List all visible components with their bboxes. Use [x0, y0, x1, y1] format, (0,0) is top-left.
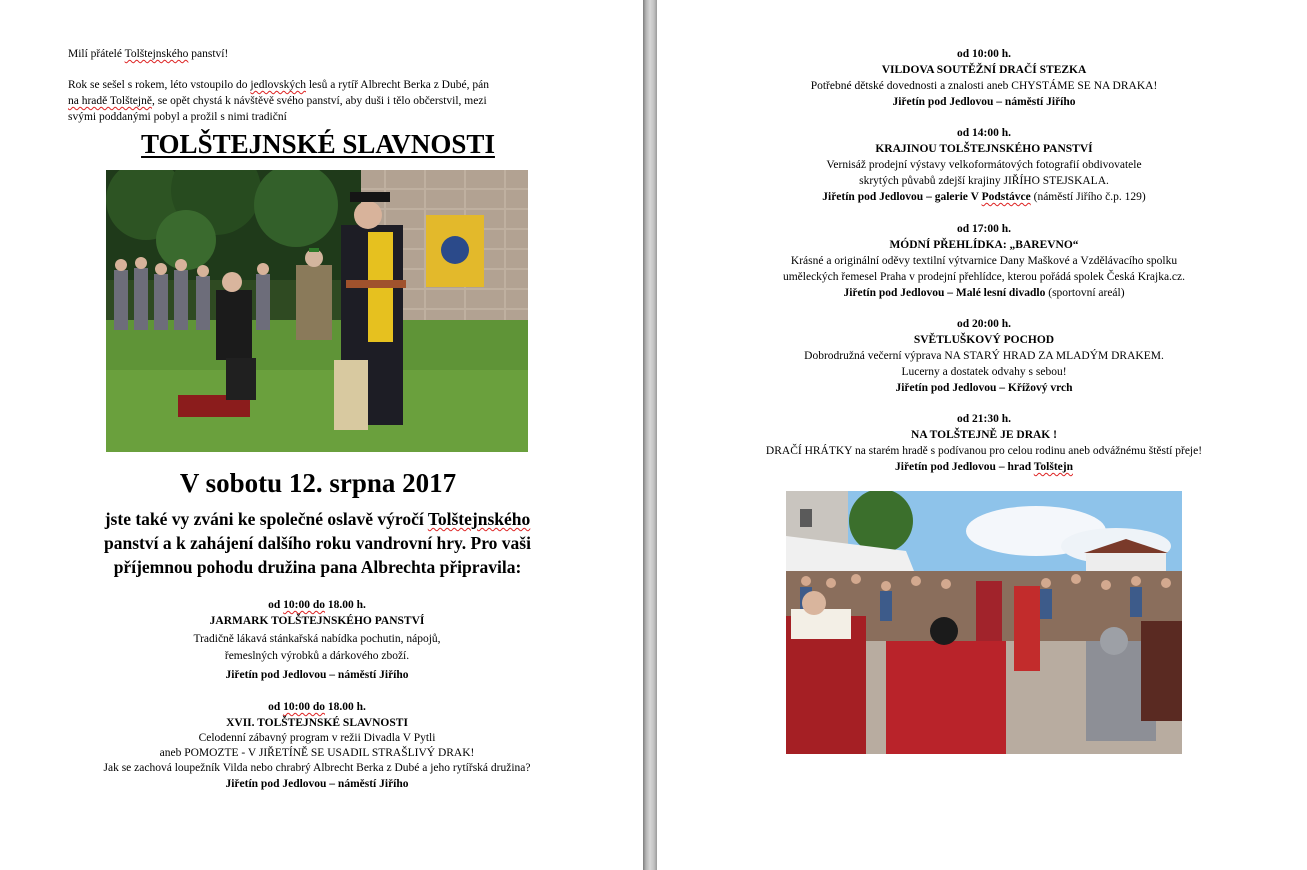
program-place: Jiřetín pod Jedlovou – náměstí Jiřího [225, 778, 409, 790]
program-description: Dobrodružná večerní výprava NA STARÝ HRAD ZA MLADÝM DRAKEM. Lucerny a dostatek odvahy s sebou! [804, 350, 1164, 378]
program-place: Jiřetín pod Jedlovou – galerie V Podstávce (náměstí Jiřího č.p. 129) [822, 191, 1146, 203]
program-name: JARMARK TOLŠTEJNSKÉHO PANSTVÍ [209, 615, 425, 627]
program-time: od 17:00 h. [957, 223, 1011, 235]
program-time: od 20:00 h. [957, 318, 1011, 330]
program-description: Tradičně lákavá stánkařská nabídka pochutin, nápojů, řemeslných výrobků a dárkového zboží. [193, 633, 441, 662]
event-date: V sobotu 12. srpna 2017 [179, 468, 457, 498]
invitation-paragraph: jste také vy zváni ke společné oslavě výročí Tolštejnského panství a k zahájení dalšího roku vandrovní hry. Pro vaši příjemnou pohodu družina pana Albrechta připravila: [104, 509, 531, 577]
program-name: SVĚTLUŠKOVÝ POCHOD [913, 334, 1055, 346]
program-item [684, 125, 1284, 205]
program-place: Jiřetín pod Jedlovou – hrad Tolštejn [895, 461, 1073, 473]
program-item [684, 316, 1284, 396]
event-title: TOLŠTEJNSKÉ SLAVNOSTI [141, 129, 495, 159]
program-name: MÓDNÍ PŘEHLÍDKA: „BAREVNO“ [889, 239, 1079, 251]
knighting-ceremony-photo [106, 170, 528, 452]
program-description: Krásné a originální oděvy textilní výtvarnice Dany Maškové a Vzdělávacího spolku uměleckých řemesel Praha v prodejní přehlídce, kterou pořádá spolek Česká Krajka.cz. [782, 255, 1186, 283]
program-item [684, 411, 1284, 475]
program-item [17, 699, 617, 792]
program-place: Jiřetín pod Jedlovou – náměstí Jiřího [225, 669, 409, 681]
program-description: Potřebné dětské dovednosti a znalosti aneb CHYSTÁME SE NA DRAKA! [810, 80, 1158, 92]
program-description: DRAČÍ HRÁTKY na starém hradě s podívanou pro celou rodinu aneb odvážnému štěstí přeje! [765, 445, 1203, 457]
program-name: VILDOVA SOUTĚŽNÍ DRAČÍ STEZKA [881, 64, 1087, 76]
program-item [684, 221, 1284, 301]
program-description: Celodenní zábavný program v režii Divadla V Pytli aneb POMOZTE - V JIŘETÍNĚ SE USADIL STRAŠLIVÝ DRAK! Jak se zachová loupežník Vilda nebo chrabrý Albrecht Berka z Dubé a jeho rytířská družina? [103, 732, 531, 774]
program-place: Jiřetín pod Jedlovou – Malé lesní divadlo (sportovní areál) [843, 287, 1125, 299]
program-item [17, 597, 617, 683]
program-time: od 10:00 h. [957, 48, 1011, 60]
intro-paragraph: Rok se sešel s rokem, léto vstoupilo do jedlovských lesů a rytíř Albrecht Berka z Dubé, pán na hradě Tolštejně, se opět chystá k návštěvě svého panství, aby duši i tělo občerstvil, mezi svými poddanými pobyl a prožil s nimi tradiční [68, 79, 489, 123]
program-description: Vernisáž prodejní výstavy velkoformátových fotografií obdivovatele skrytých půvabů zdejší krajiny JIŘÍHO STEJSKALA. [826, 159, 1142, 187]
program-item [684, 46, 1284, 110]
program-time: od 10:00 do 18.00 h. [268, 701, 366, 713]
greeting: Milí přátelé Tolštejnského panství! [68, 48, 229, 60]
program-place: Jiřetín pod Jedlovou – Křížový vrch [895, 382, 1073, 394]
program-name: KRAJINOU TOLŠTEJNSKÉHO PANSTVÍ [875, 143, 1093, 155]
program-time: od 21:30 h. [957, 413, 1011, 425]
program-name: XVII. TOLŠTEJNSKÉ SLAVNOSTI [226, 717, 408, 729]
program-name: NA TOLŠTEJNĚ JE DRAK ! [911, 429, 1057, 441]
medieval-festival-crowd-photo [786, 491, 1182, 754]
program-place: Jiřetín pod Jedlovou – náměstí Jiřího [892, 96, 1076, 108]
program-time: od 10:00 do 18.00 h. [268, 599, 366, 611]
page-gap [643, 0, 657, 870]
program-time: od 14:00 h. [957, 127, 1011, 139]
